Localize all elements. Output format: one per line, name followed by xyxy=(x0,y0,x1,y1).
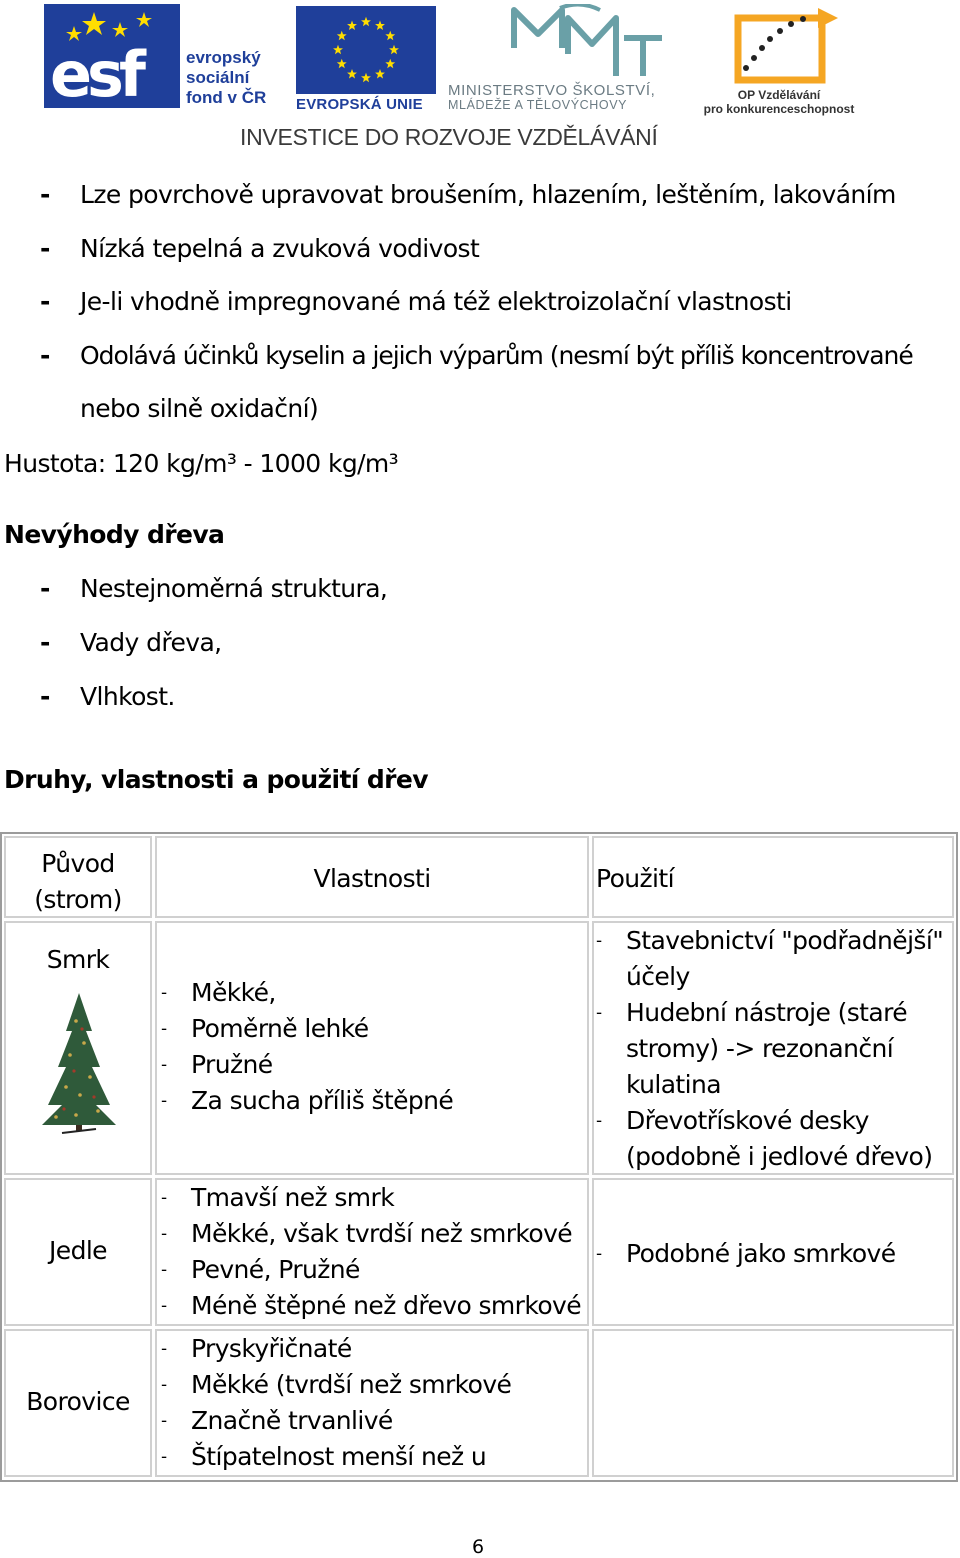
esf-caption-line3: fond v ČR xyxy=(186,88,267,107)
page-number: 6 xyxy=(472,1536,485,1558)
msmt-monogram-icon xyxy=(448,4,693,80)
list-item: - Pružné xyxy=(161,1047,453,1083)
header-logos xyxy=(0,0,960,160)
esf-logo xyxy=(44,4,289,112)
tree-name: Borovice xyxy=(26,1387,130,1416)
list-item: Vlhkost. xyxy=(80,682,175,711)
row-jedle-tree-cell xyxy=(4,1178,152,1326)
list-item: Nízká tepelná a zvuková vodivost xyxy=(80,234,480,263)
eu-star-icon xyxy=(389,45,399,54)
header-origin-cell xyxy=(4,836,152,918)
tree-name: Jedle xyxy=(49,1236,107,1265)
list-item: - Měkké, však tvrdší než smrkové xyxy=(161,1216,581,1252)
list-item: - Měkké, xyxy=(161,975,453,1011)
list-item-continuation: nebo silně oxidační) xyxy=(80,394,319,423)
row-borovice-properties-cell xyxy=(155,1329,589,1477)
eu-star-icon xyxy=(347,21,357,30)
row-jedle-usage-cell xyxy=(592,1178,954,1326)
list-item: - Dřevotřískové desky (podobně i jedlové dřevo) xyxy=(596,1103,950,1175)
list-item: - Značně trvanlivé xyxy=(161,1403,511,1439)
eu-star-icon xyxy=(385,59,395,68)
usage-list xyxy=(596,923,950,1175)
wood-table xyxy=(0,832,958,1482)
bullet-dash: - xyxy=(40,682,51,711)
bullet-dash: - xyxy=(40,234,51,263)
list-item: - Podobné jako smrkové xyxy=(596,1236,896,1272)
row-smrk-tree-cell xyxy=(4,921,152,1175)
esf-logo-box xyxy=(44,4,180,111)
list-item: - Za sucha příliš štěpné xyxy=(161,1083,453,1119)
list-item: - Štípatelnost menší než u xyxy=(161,1439,511,1475)
eu-flag-icon xyxy=(296,6,436,94)
list-item: - Pryskyřičnaté xyxy=(161,1331,511,1367)
esf-caption-line2: sociální xyxy=(186,68,250,87)
investice-slogan: INVESTICE DO ROZVOJE VZDĚLÁVÁNÍ xyxy=(240,124,658,150)
list-item: - Stavebnictví "podřadnější" účely xyxy=(596,923,950,995)
op-caption xyxy=(700,88,858,116)
esf-mark: esf xyxy=(50,38,141,111)
bullet-dash: - xyxy=(40,574,51,603)
eu-star-icon xyxy=(361,17,371,26)
row-jedle-properties-cell xyxy=(155,1178,589,1326)
esf-caption-line1: evropský xyxy=(186,48,261,67)
msmt-name-line1: MINISTERSTVO ŠKOLSTVÍ, xyxy=(448,82,656,99)
eu-star-icon xyxy=(347,69,357,78)
eu-star-icon xyxy=(361,73,371,82)
row-smrk-properties-cell xyxy=(155,921,589,1175)
op-caption-line2: pro konkurenceschopnost xyxy=(703,102,855,116)
bullet-dash: - xyxy=(40,180,51,209)
list-item: - Poměrně lehké xyxy=(161,1011,453,1047)
usage-list xyxy=(596,1236,896,1272)
header-properties-cell xyxy=(155,836,589,918)
row-borovice-usage-cell xyxy=(592,1329,954,1477)
eu-star-icon xyxy=(385,31,395,40)
header-usage: Použití xyxy=(596,864,674,893)
bullet-dash: - xyxy=(40,341,51,370)
list-item: Nestejnoměrná struktura, xyxy=(80,574,388,603)
properties-list xyxy=(161,1180,581,1324)
eu-star-icon xyxy=(375,69,385,78)
list-item: Je-li vhodně impregnované má též elektroizolační vlastnosti xyxy=(80,287,792,316)
list-item: - Hudební nástroje (staré stromy) -> rezonanční kulatina xyxy=(596,995,950,1103)
op-arrow-icon xyxy=(700,4,860,86)
row-borovice-tree-cell xyxy=(4,1329,152,1477)
msmt-name-line2: MLÁDEŽE A TĚLOVÝCHOVY xyxy=(448,98,628,112)
eu-logo xyxy=(296,6,438,118)
eu-star-icon xyxy=(375,21,385,30)
properties-list xyxy=(161,1331,511,1475)
row-smrk-usage-cell xyxy=(592,921,954,1175)
disadvantages-heading: Nevýhody dřeva xyxy=(4,520,225,549)
list-item: Odolává účinků kyselin a jejich výparům (nesmí být příliš koncentrované xyxy=(80,341,913,370)
density-text: Hustota: 120 kg/m³ - 1000 kg/m³ xyxy=(4,449,399,478)
list-item: - Měkké (tvrdší než smrkové xyxy=(161,1367,511,1403)
op-caption-line1: OP Vzdělávání xyxy=(737,88,821,102)
header-origin-line1: Původ xyxy=(41,849,115,878)
tree-name: Smrk xyxy=(46,945,110,974)
header-usage-cell xyxy=(592,836,954,918)
bullet-dash: - xyxy=(40,287,51,316)
section-heading: Druhy, vlastnosti a použití dřev xyxy=(4,765,428,794)
list-item: - Tmavší než smrk xyxy=(161,1180,581,1216)
list-item: - Méně štěpné než dřevo smrkové xyxy=(161,1288,581,1324)
list-item: - Pevné, Pružné xyxy=(161,1252,581,1288)
eu-star-icon xyxy=(337,59,347,68)
eu-star-icon xyxy=(333,45,343,54)
spruce-tree-icon xyxy=(36,991,122,1135)
op-logo xyxy=(700,4,860,116)
header-properties: Vlastnosti xyxy=(313,864,431,893)
list-item: Lze povrchově upravovat broušením, hlazením, leštěním, lakováním xyxy=(80,180,896,209)
eu-star-icon xyxy=(337,31,347,40)
esf-caption xyxy=(186,48,266,108)
eu-label: EVROPSKÁ UNIE xyxy=(296,96,423,113)
bullet-dash: - xyxy=(40,628,51,657)
msmt-logo xyxy=(448,4,693,114)
header-origin-line2: (strom) xyxy=(34,885,122,914)
list-item: Vady dřeva, xyxy=(80,628,222,657)
properties-list xyxy=(161,975,453,1119)
